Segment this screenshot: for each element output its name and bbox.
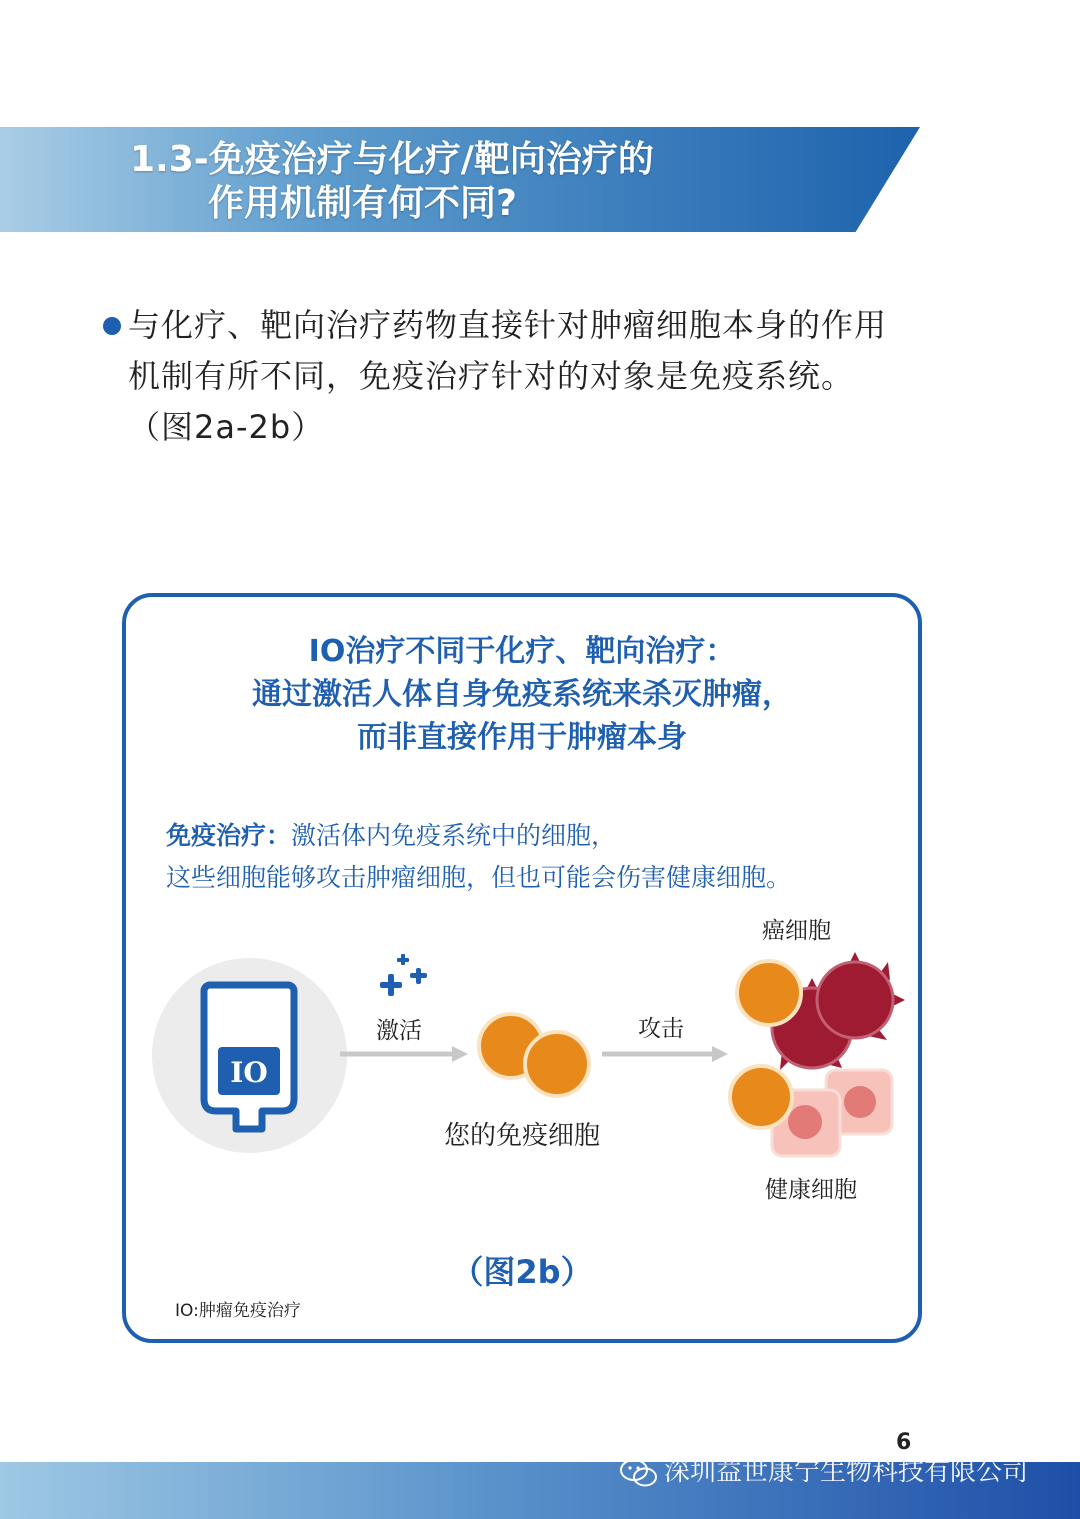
- io-bag-label: IO: [230, 1056, 268, 1089]
- immune-cell-icon: [730, 1066, 792, 1128]
- healthy-cells-label: 健康细胞: [765, 1177, 857, 1203]
- figure-description-line2: 这些细胞能够攻击肿瘤细胞，但也可能会伤害健康细胞。: [166, 863, 792, 892]
- figure-headline-line: IO治疗不同于化疗、靶向治疗：: [308, 634, 736, 669]
- activate-label: 激活: [376, 1018, 422, 1044]
- cancer-cells-label: 癌细胞: [762, 918, 831, 944]
- section-title-line1: 1.3-免疫治疗与化疗/靶向治疗的: [130, 139, 654, 180]
- wechat-icon: [620, 1458, 658, 1488]
- watermark: [620, 1455, 1028, 1489]
- section-title-line2: 作用机制有何不同?: [208, 183, 517, 224]
- figure-headline-line: 而非直接作用于肿瘤本身: [357, 720, 687, 755]
- bullet-line: 机制有所不同，免疫治疗针对的对象是免疫系统。: [128, 357, 855, 395]
- arrow-right-icon: [340, 1046, 468, 1062]
- figure-headline-line: 通过激活人体自身免疫系统来杀灭肿瘤，: [252, 677, 792, 712]
- description-term: 免疫治疗：: [166, 821, 292, 850]
- immune-cell-icon: [737, 961, 801, 1025]
- bullet-line: （图2a-2b）: [128, 408, 325, 446]
- immune-cells-label: 您的免疫细胞: [444, 1121, 601, 1151]
- attack-label: 攻击: [638, 1016, 684, 1042]
- bullet-line: 与化疗、靶向治疗药物直接针对肿瘤细胞本身的作用: [128, 306, 888, 344]
- sparkle-icon: [380, 954, 427, 996]
- figure-footnote: IO:肿瘤免疫治疗: [175, 1301, 301, 1321]
- description-text: 激活体内免疫系统中的细胞，: [291, 821, 617, 850]
- arrow-right-icon: [602, 1046, 728, 1062]
- immune-cell-icon: [479, 1014, 589, 1096]
- figure-caption: （图2b）: [451, 1253, 593, 1291]
- page-number: 6: [896, 1430, 912, 1455]
- watermark-text: 深圳益世康宁生物科技有限公司: [664, 1457, 1029, 1487]
